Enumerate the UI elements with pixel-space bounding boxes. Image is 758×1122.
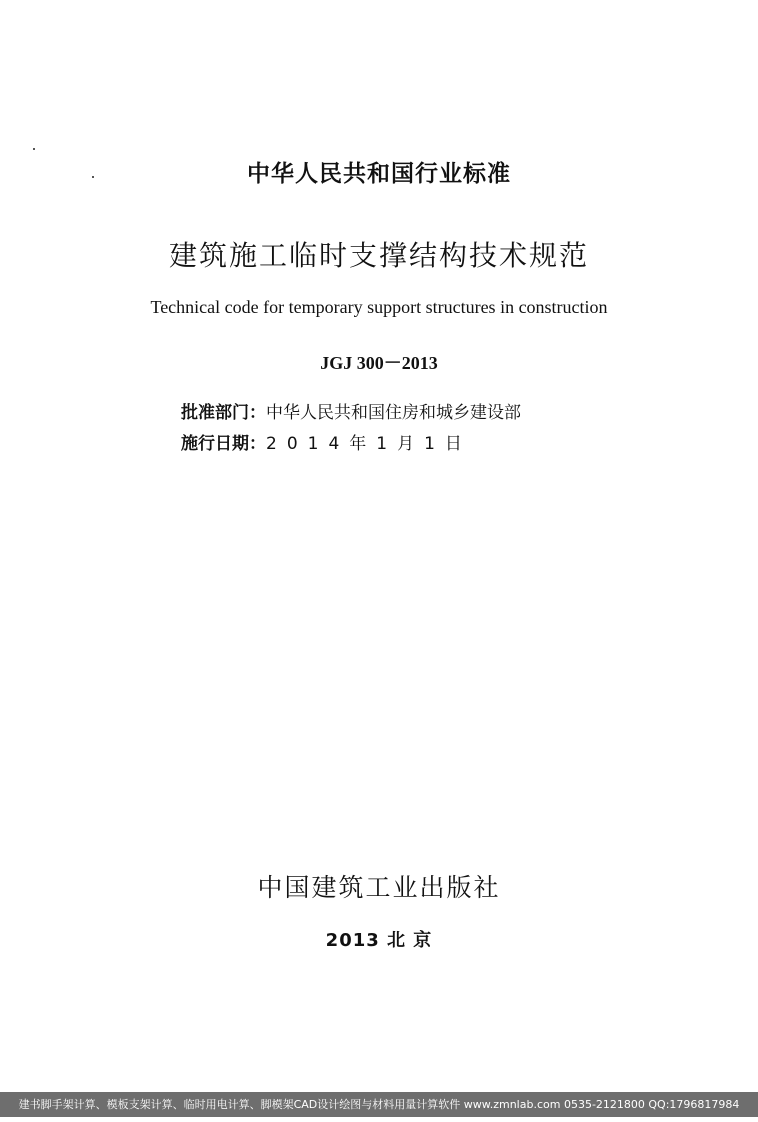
english-title: Technical code for temporary support structures in construction [150, 297, 608, 317]
standard-category: 中华人民共和国行业标准 [247, 161, 511, 187]
approval-row [181, 398, 521, 429]
approval-value: 中华人民共和国住房和城乡建设部 [266, 403, 521, 423]
approval-info-block [181, 398, 521, 460]
publication-year-place: 2013 北 京 [325, 930, 433, 951]
effective-date-value: 2014年1月1日 [266, 434, 472, 454]
publisher-name: 中国建筑工业出版社 [257, 873, 501, 902]
approval-label: 批准部门： [181, 403, 266, 423]
standard-code: JGJ 300－2013 [320, 353, 438, 373]
chinese-title: 建筑施工临时支撑结构技术规范 [168, 239, 589, 272]
effective-date-label: 施行日期： [181, 434, 266, 454]
scan-speck [33, 148, 35, 150]
effective-date-row [181, 429, 521, 460]
footer-ad-banner: 建书脚手架计算、模板支架计算、临时用电计算、脚模架CAD设计绘图与材料用量计算软件 www.zmnlab.com 0535-2121800 QQ:1796817984 [0, 1092, 758, 1117]
